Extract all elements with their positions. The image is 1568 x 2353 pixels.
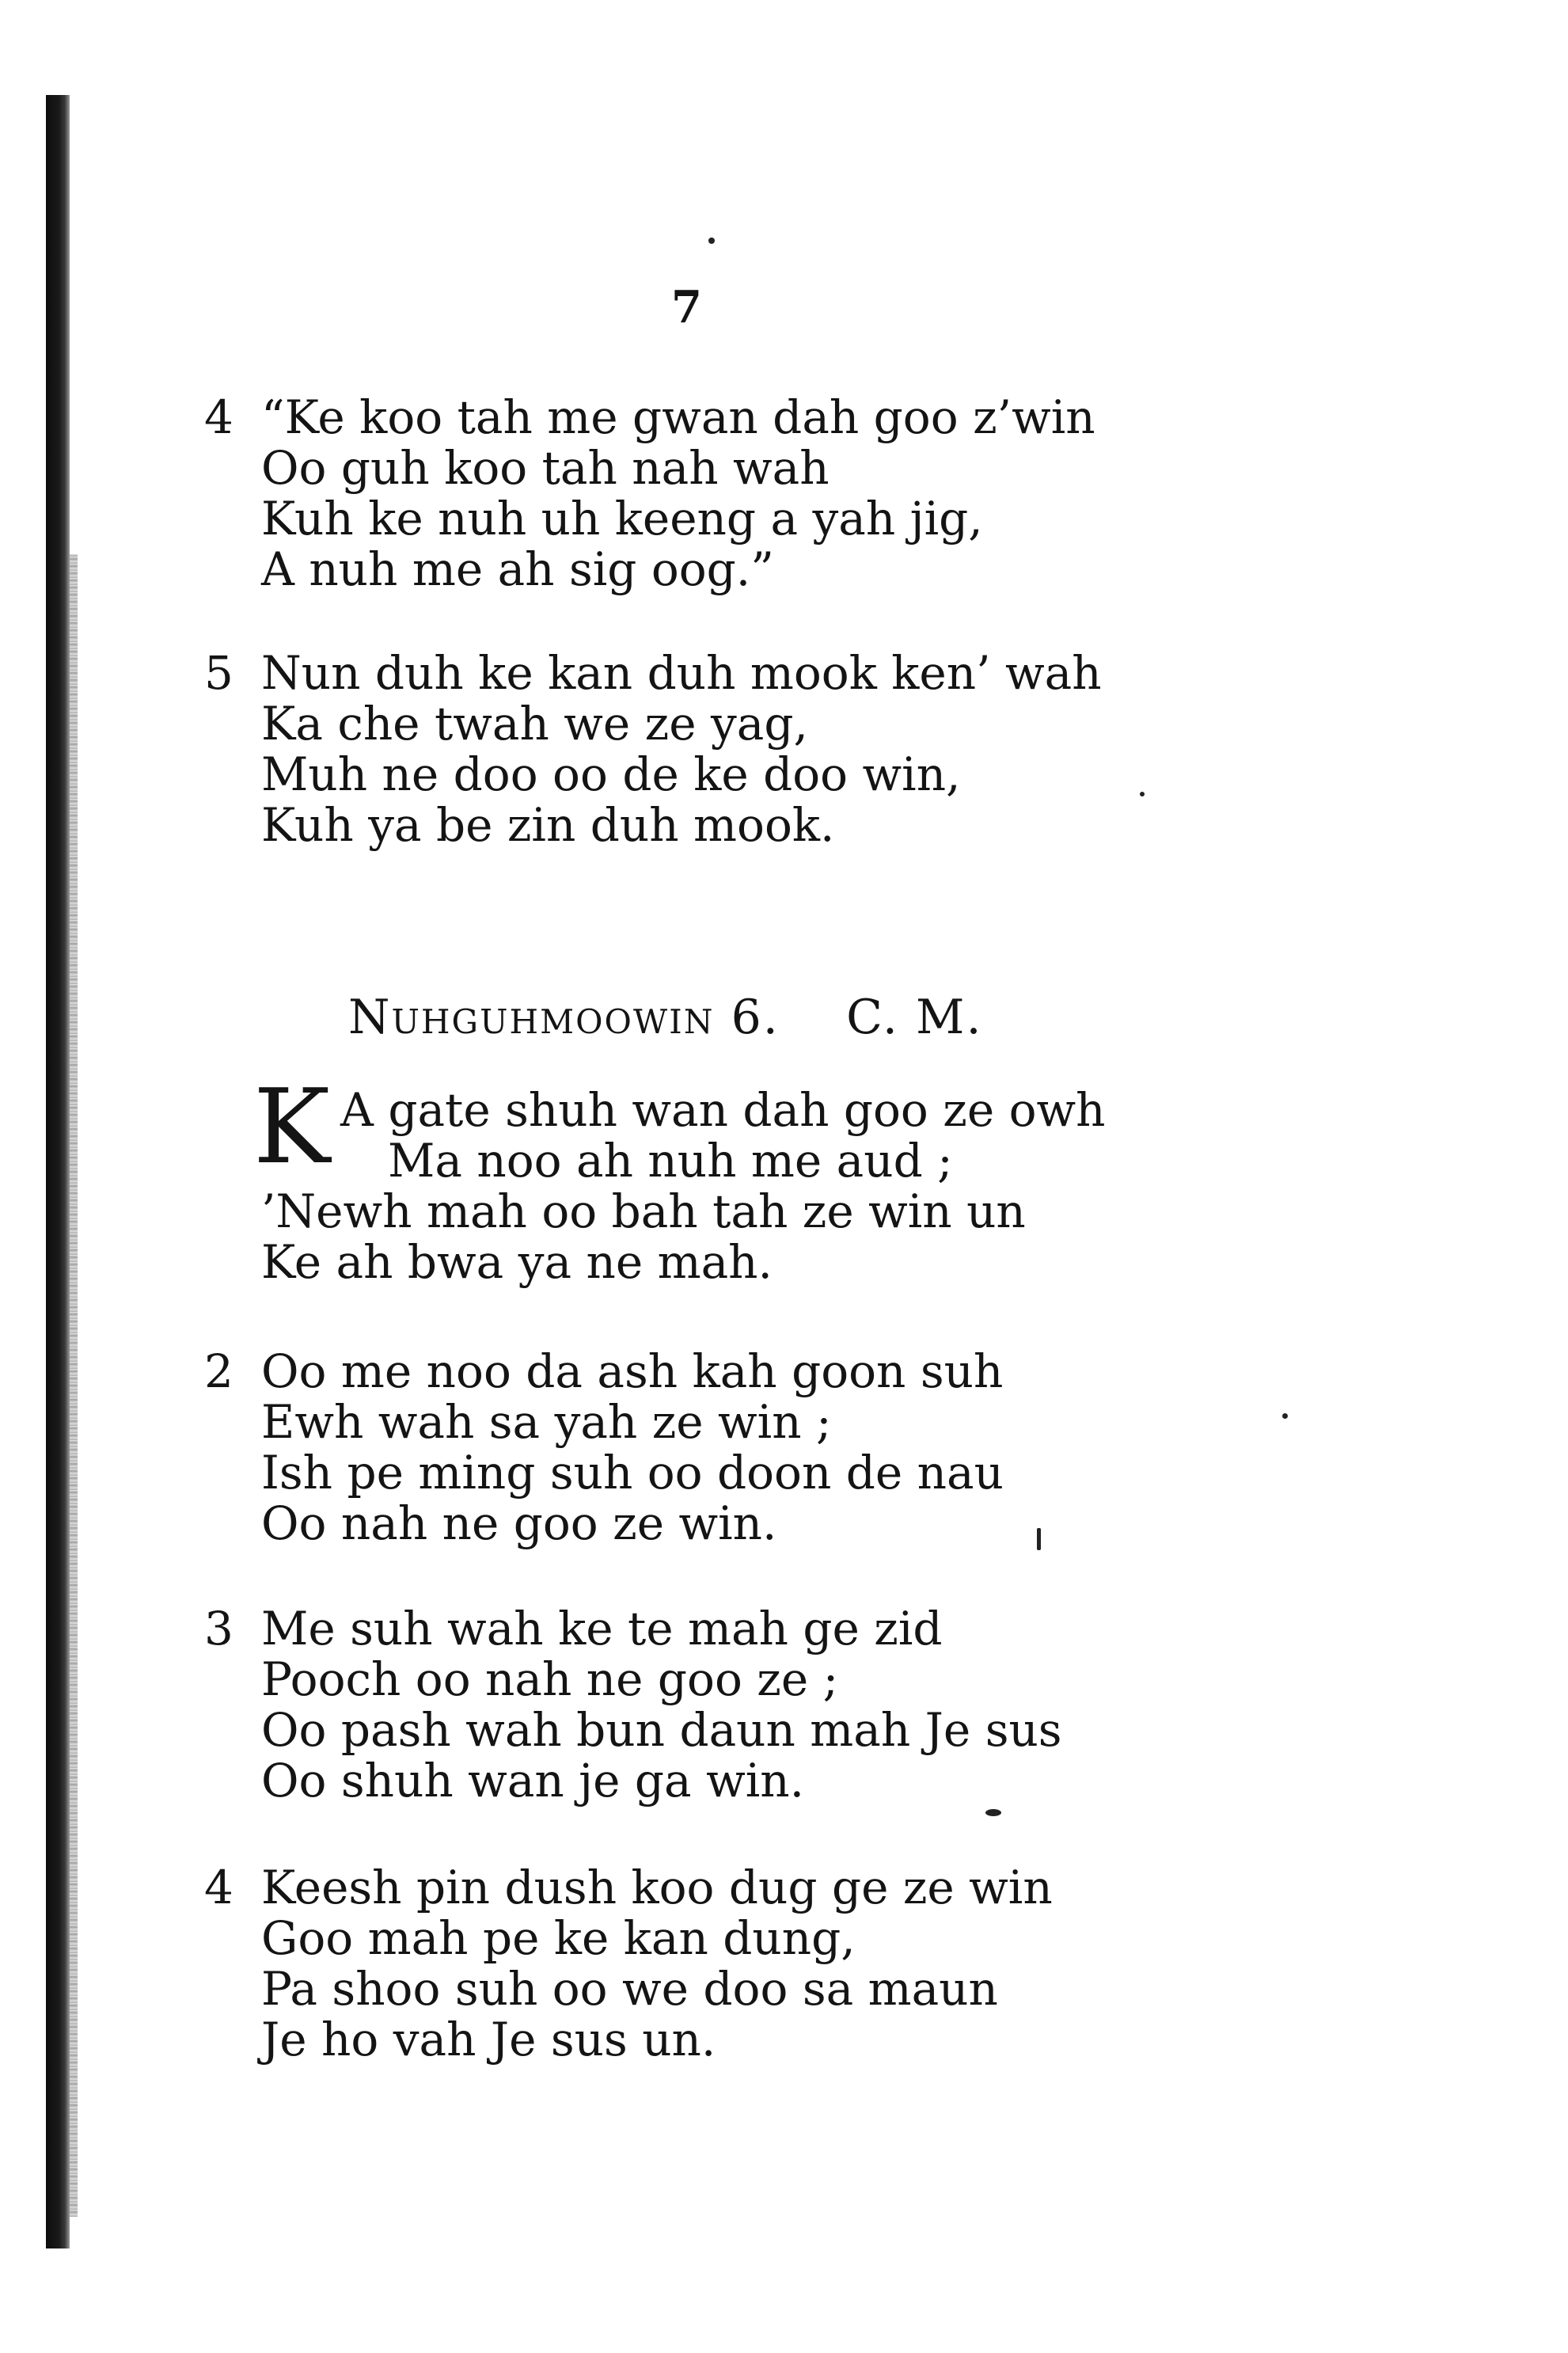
stanza-number: 2 [204, 1344, 233, 1398]
stanza-line: Muh ne doo oo de ke doo win, [261, 747, 961, 801]
stanza-line: Oo shuh wan je ga win. [261, 1754, 805, 1808]
stanza-line: Nun duh ke kan duh mook ken’ wah [261, 646, 1102, 700]
stanza-line: Keesh pin dush koo dug ge ze win [261, 1861, 1053, 1914]
stanza-line: Pa shoo suh oo we doo sa maun [261, 1962, 998, 2016]
speck [708, 238, 715, 244]
stanza-line: Pooch oo nah ne goo ze ; [261, 1652, 839, 1706]
stanza-line: ’Newh mah oo bah tah ze win un [261, 1184, 1026, 1238]
speck [985, 1809, 1001, 1816]
stanza-line: Oo pash wah bun daun mah Je sus [261, 1703, 1062, 1757]
stanza-line: Je ho vah Je sus un. [261, 2013, 716, 2066]
stanza-line: Ka che twah we ze yag, [261, 697, 808, 751]
stanza-line: Ke ah bwa ya ne mah. [261, 1235, 773, 1289]
page-number: 7 [671, 281, 702, 333]
stanza-line: A nuh me ah sig oog.” [261, 542, 774, 596]
hymn-title: Nuhguhmoowin [348, 990, 715, 1045]
stanza-line: Oo nah ne goo ze win. [261, 1496, 777, 1550]
stanza-line: Ewh wah sa yah ze win ; [261, 1395, 832, 1449]
speck [1140, 792, 1145, 796]
stanza-number: 3 [204, 1602, 233, 1655]
binding-edge [46, 95, 70, 2248]
speck [1282, 1413, 1288, 1419]
stanza-line: Kuh ke nuh uh keeng a yah jig, [261, 492, 983, 545]
stanza-line: Goo mah pe ke kan dung, [261, 1911, 856, 1965]
hymn-meter: C. M. [846, 990, 983, 1045]
stanza-number: 4 [204, 390, 233, 444]
stanza-number: 4 [204, 1861, 233, 1914]
stanza-line: A gate shuh wan dah goo ze owh [340, 1083, 1106, 1137]
hymn-number: 6. [731, 990, 780, 1045]
stanza-line: Oo me noo da ash kah goon suh [261, 1344, 1004, 1398]
hymn-heading [348, 990, 983, 1045]
stanza-line: Me suh wah ke te mah ge zid [261, 1602, 943, 1655]
stanza-number: 5 [204, 646, 233, 700]
stanza-line: Oo guh koo tah nah wah [261, 441, 830, 495]
speck [1037, 1528, 1041, 1550]
stanza-line: Kuh ya be zin duh mook. [261, 798, 835, 852]
stanza-line: Ma noo ah nuh me aud ; [388, 1134, 953, 1188]
drop-cap: K [253, 1066, 331, 1187]
stanza-line: Ish pe ming suh oo doon de nau [261, 1446, 1004, 1500]
stanza-line: “Ke koo tah me gwan dah goo z’win [261, 390, 1095, 444]
binding-edge-fray [70, 554, 78, 2217]
